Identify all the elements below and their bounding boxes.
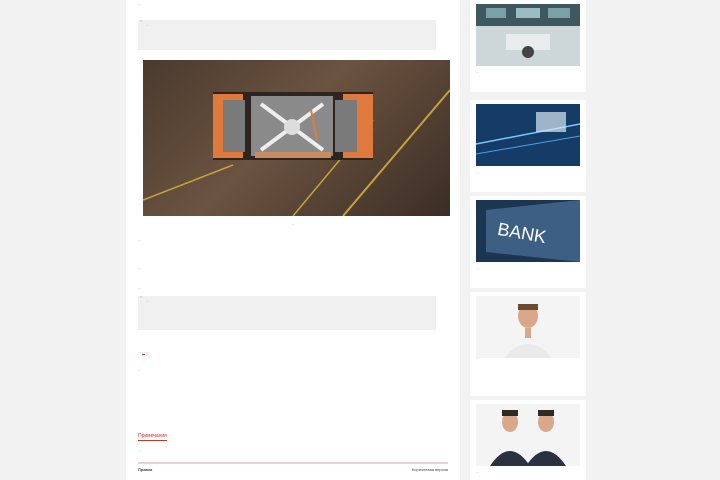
footer-left-label[interactable]: Правка (138, 467, 153, 472)
related-card[interactable] (470, 196, 586, 288)
related-card-thumbnail (476, 296, 580, 358)
article-intro-text: ... (138, 2, 141, 6)
article-paragraph-3: ... (138, 286, 141, 290)
quote-icon: “ (140, 19, 143, 28)
related-card-text: ... (476, 356, 479, 360)
quote-2-text: ... (146, 299, 149, 303)
article-paragraph-5: ... (138, 368, 141, 372)
article-column (126, 0, 460, 480)
related-card-thumbnail (476, 404, 580, 466)
article-paragraph-2: ... (138, 266, 141, 270)
paragraph-4-link[interactable]: ... (142, 350, 145, 354)
article-photo[interactable] (143, 60, 450, 216)
related-card[interactable] (470, 100, 586, 192)
related-card-thumbnail (476, 4, 580, 66)
photo-caption: ... (291, 222, 295, 226)
svg-text:BANK: BANK (496, 218, 548, 248)
related-card[interactable] (470, 400, 586, 480)
article-quote-1 (138, 20, 436, 50)
related-news-sidebar (470, 0, 586, 480)
related-card-thumbnail (476, 200, 580, 262)
note-item[interactable]: ... (138, 449, 141, 453)
article-paragraph-4 (138, 350, 448, 356)
related-card[interactable] (470, 292, 586, 396)
footer-divider (138, 462, 448, 464)
article-paragraph-1: ... (138, 238, 141, 242)
article-quote-2 (138, 296, 436, 330)
quote-icon: “ (140, 295, 143, 304)
related-card-text: ... (476, 470, 479, 474)
paragraph-4-suffix: ... (146, 350, 149, 354)
drone-photo-graphic (143, 60, 450, 216)
related-card-thumbnail (476, 104, 580, 166)
related-card[interactable] (470, 0, 586, 92)
paragraph-4-prefix: ... (138, 350, 141, 354)
quote-1-text: ... (146, 23, 149, 27)
footer-right-label[interactable]: Коричневая версия (411, 467, 448, 472)
related-card-text: ... (476, 266, 479, 270)
related-card-text: ... (476, 170, 479, 174)
related-card-text: ... (476, 70, 479, 74)
notes-heading: Примечания (138, 433, 167, 439)
